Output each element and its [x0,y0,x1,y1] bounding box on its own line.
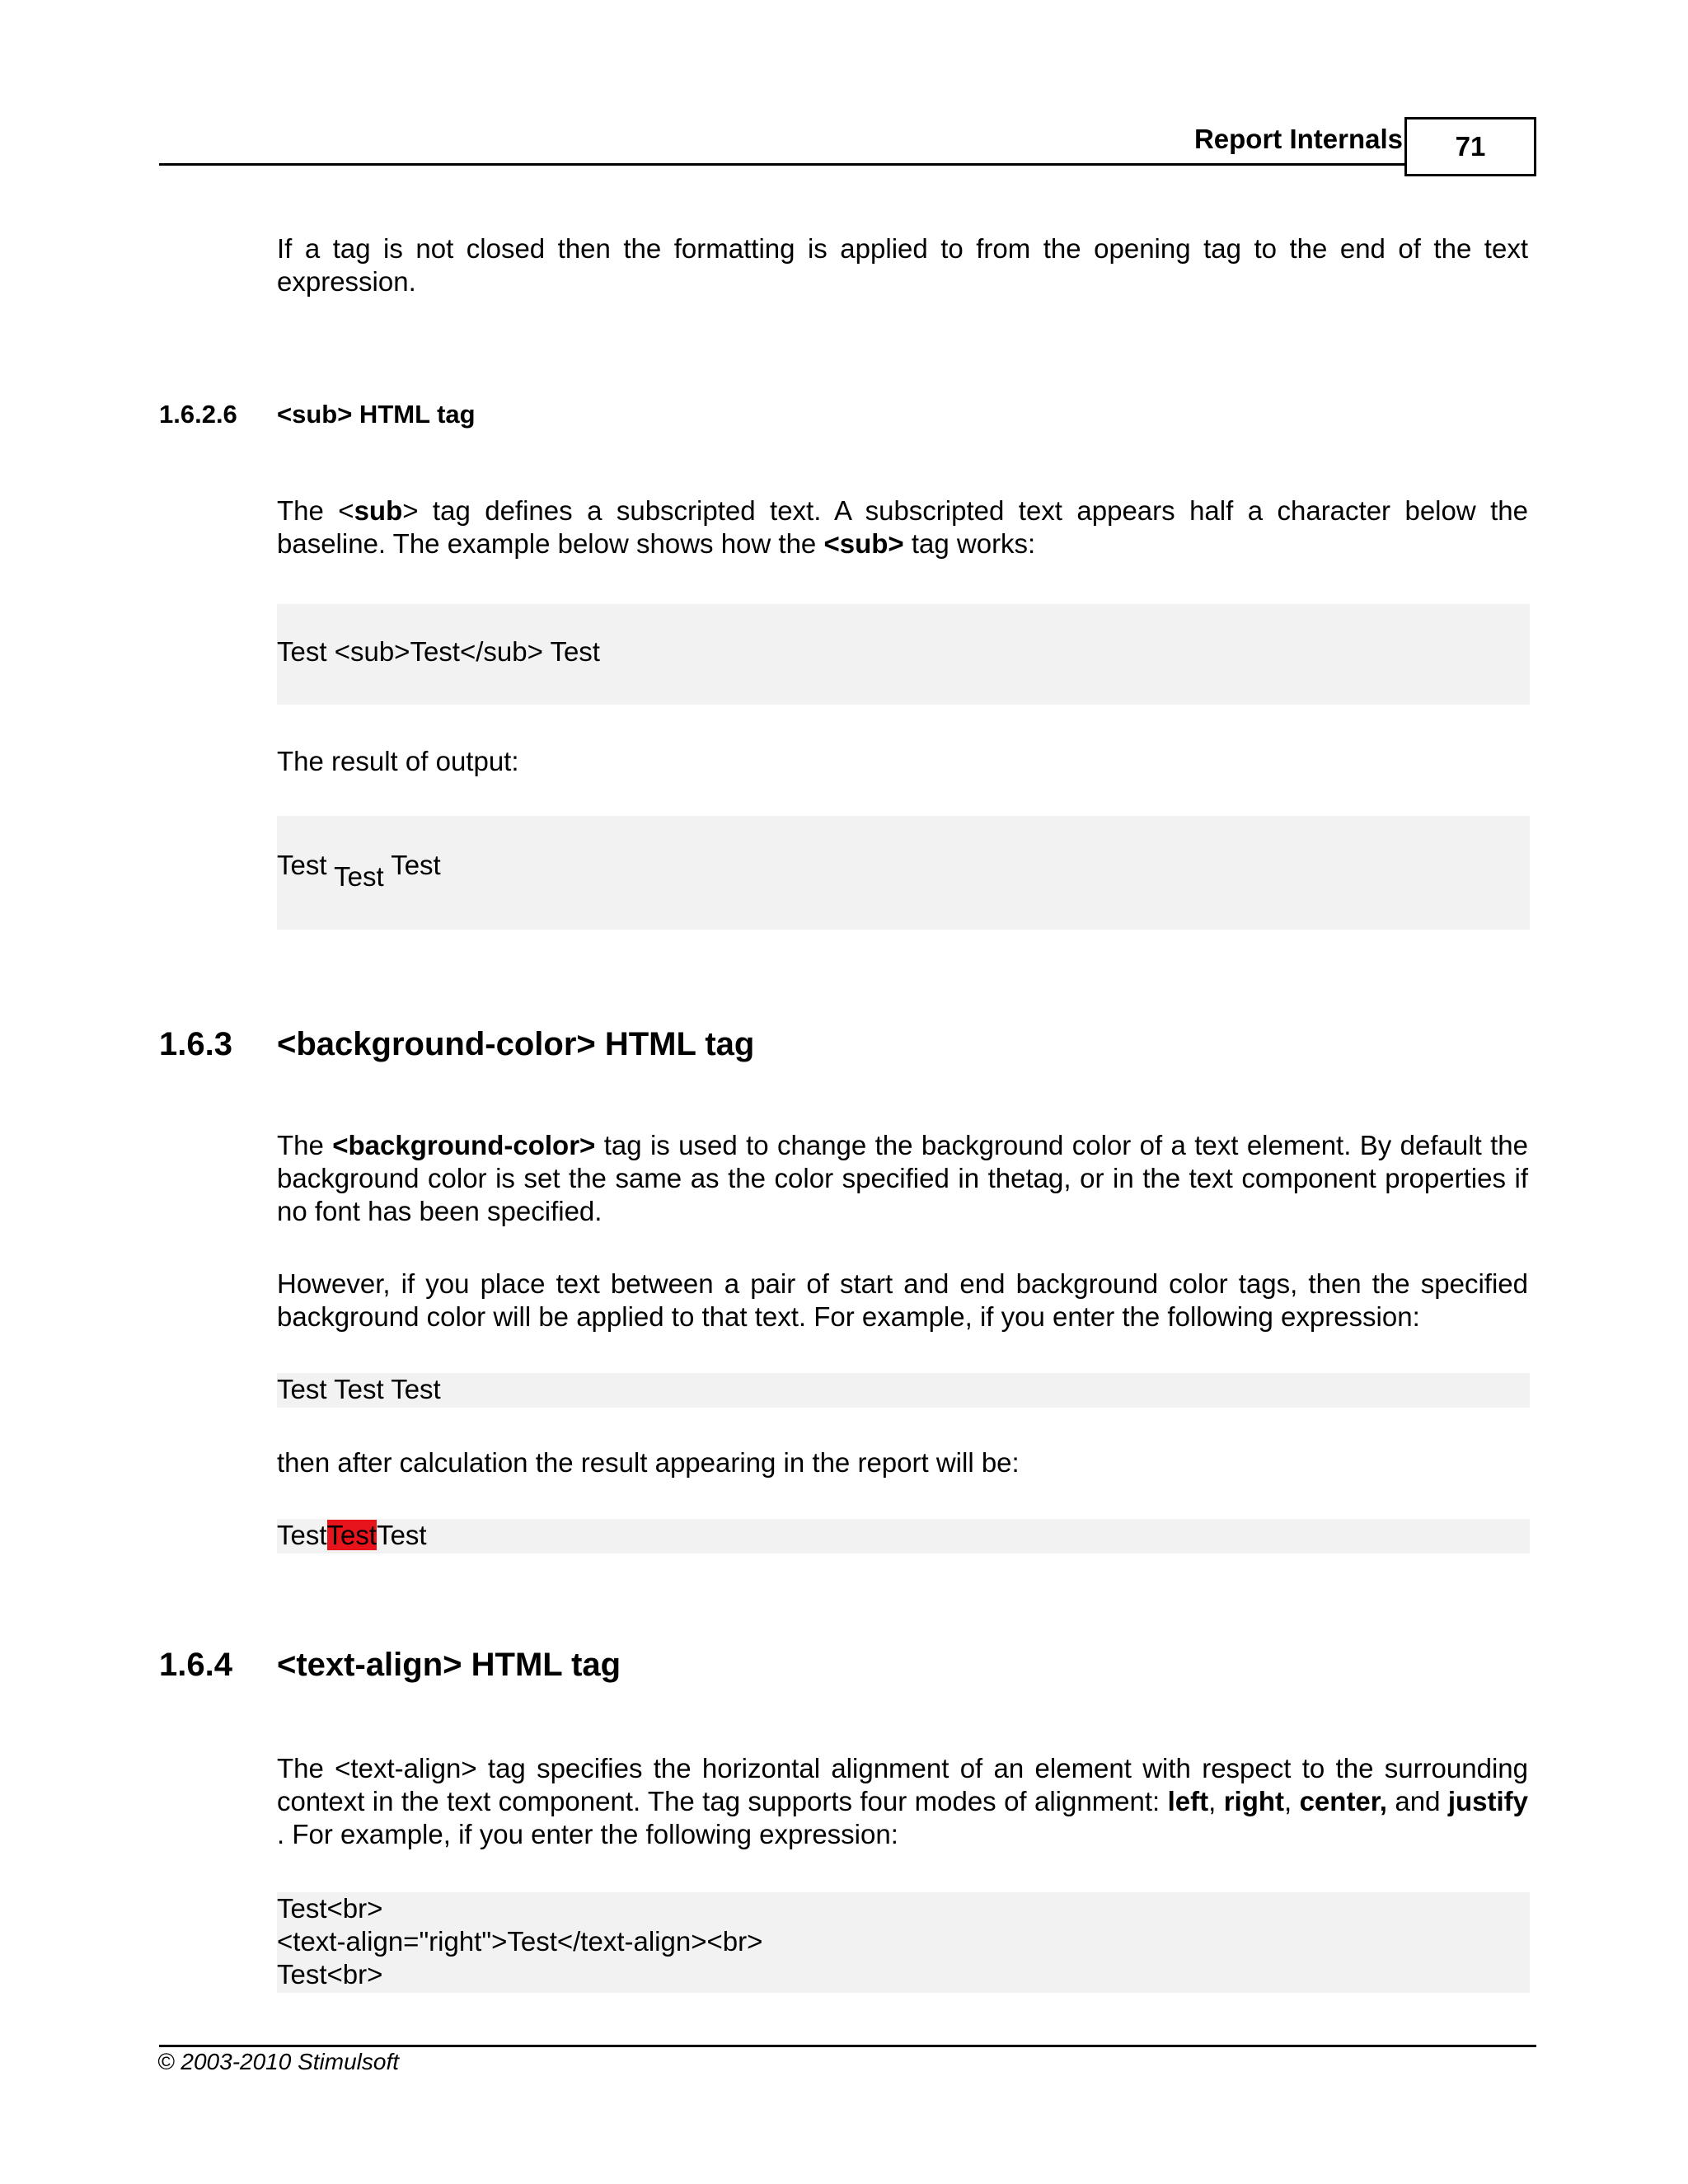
sub-result-example [277,816,1530,930]
align-mode-center: center, [1299,1786,1387,1816]
header-title: Report Internals [1193,124,1403,154]
align-mode-left: left [1167,1786,1209,1816]
align-section-number: 1.6.4 [159,1647,232,1683]
intro-paragraph: If a tag is not closed then the formatting is applied to from the opening tag to the end of the text expression. [277,233,1528,297]
align-p-part: and [1386,1786,1448,1816]
bg-p1-part: tag is used to change the background color of a text element. By default the background color is set the same as the color specified in thetag, or in the text component properties if no font has been specified. [277,1130,1528,1226]
align-p-part: , [1284,1786,1300,1816]
bg-paragraph-1 [277,1129,1528,1228]
bg-p1-part: The [277,1130,333,1160]
bg-paragraph-2: However, if you place text between a pair of start and end background color tags, then the specified background color will be applied to that text. For example, if you enter the following expression: [277,1268,1528,1332]
sub-description [277,494,1528,560]
align-p-part: The <text-align> tag specifies the horizontal alignment of an element with respect to the surrounding context in the text component. The tag supports four modes of alignment: [277,1753,1528,1816]
result-text: Test [383,850,441,880]
sub-desc-part: tag works: [903,528,1036,559]
sub-desc-bold: sub [354,495,403,526]
sub-section-number: 1.6.2.6 [159,400,237,429]
align-mode-justify: justify [1447,1786,1529,1816]
bg-section-number: 1.6.3 [159,1026,232,1062]
code-line: Test Test Test [277,1374,441,1404]
bg-result-label: then after calculation the result appearing in the report will be: [277,1447,1020,1478]
page-number: 71 [1404,117,1536,176]
result-text: Test [277,1520,327,1550]
sub-result-label: The result of output: [277,746,519,776]
result-text: Test [377,1520,427,1550]
align-p-part: , [1208,1786,1224,1816]
bg-result-example [277,1519,1530,1554]
code-line: <text-align="right">Test</text-align><br> [277,1926,763,1957]
code-line: Test <sub>Test</sub> Test [277,636,600,667]
highlighted-text: Test [326,1520,377,1550]
align-p-part: . For example, if you enter the following expression: [277,1819,898,1849]
sub-section-title: <sub> HTML tag [277,400,476,429]
code-line: Test<br> [277,1959,383,1990]
sub-desc-part: The < [277,495,354,526]
result-text: Test [277,850,335,880]
footer-copyright: © 2003-2010 Stimulsoft [157,2049,400,2074]
subscript-text: Test [334,861,384,892]
sub-desc-bold: <sub> [823,528,904,559]
align-code-example [277,1892,1530,1993]
align-section-title: <text-align> HTML tag [277,1647,621,1683]
header-divider [159,163,1405,166]
bg-code-example [277,1373,1530,1408]
sub-desc-part: > tag defines a subscripted text. A subscripted text appears half a character below the baseline. The example below shows how the [277,495,1528,559]
align-paragraph [277,1752,1528,1851]
footer-divider [159,2045,1536,2047]
bg-p1-bold: <background-color> [332,1130,596,1160]
sub-code-example [277,604,1530,705]
align-mode-right: right [1223,1786,1285,1816]
code-line: Test<br> [277,1893,383,1924]
bg-section-title: <background-color> HTML tag [277,1026,755,1062]
